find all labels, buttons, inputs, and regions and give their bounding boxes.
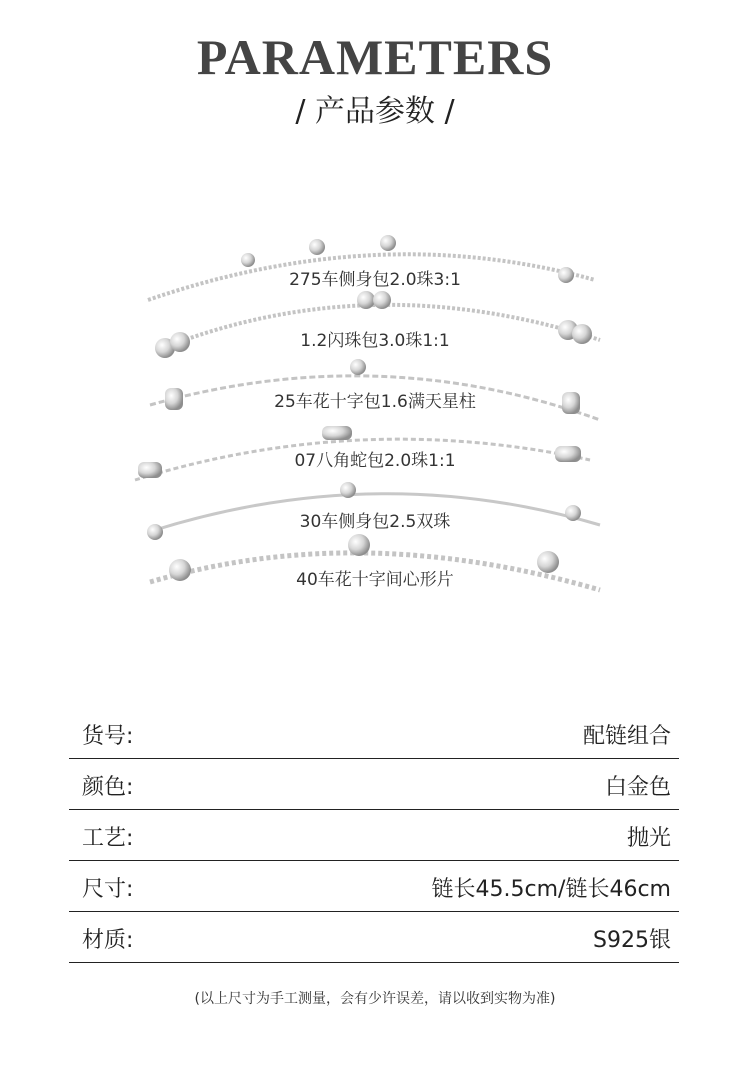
chain-label-1: 275车侧身包2.0珠3:1	[289, 270, 461, 290]
param-label: 货号:	[82, 724, 134, 749]
param-value: 白金色	[604, 775, 671, 800]
page-subtitle: / 产品参数 /	[295, 94, 455, 129]
chain-label-2: 1.2闪珠包3.0珠1:1	[300, 331, 450, 351]
param-row-color	[69, 759, 679, 810]
param-value: 抛光	[626, 826, 671, 851]
param-value: S925银	[593, 928, 671, 953]
chain-label-4: 07八角蛇包2.0珠1:1	[294, 451, 456, 471]
param-value: 链长45.5cm/链长46cm	[431, 877, 671, 902]
param-label: 工艺:	[82, 826, 134, 851]
measurement-note: (以上尺寸为手工测量，会有少许误差，请以收到实物为准)	[194, 991, 556, 1007]
param-value: 配链组合	[582, 724, 671, 749]
page-title: PARAMETERS	[196, 29, 554, 85]
parameter-table	[69, 708, 679, 963]
chain-label-3: 25车花十字包1.6满天星柱	[274, 392, 476, 412]
param-label: 颜色:	[82, 775, 134, 800]
chain-label-5: 30车侧身包2.5双珠	[299, 512, 451, 532]
param-label: 材质:	[82, 928, 134, 953]
param-row-size	[69, 861, 679, 912]
param-row-material	[69, 912, 679, 963]
param-row-craft	[69, 810, 679, 861]
param-row-item-number	[69, 708, 679, 759]
chain-label-6: 40车花十字间心形片	[296, 570, 454, 590]
param-label: 尺寸:	[82, 877, 134, 902]
